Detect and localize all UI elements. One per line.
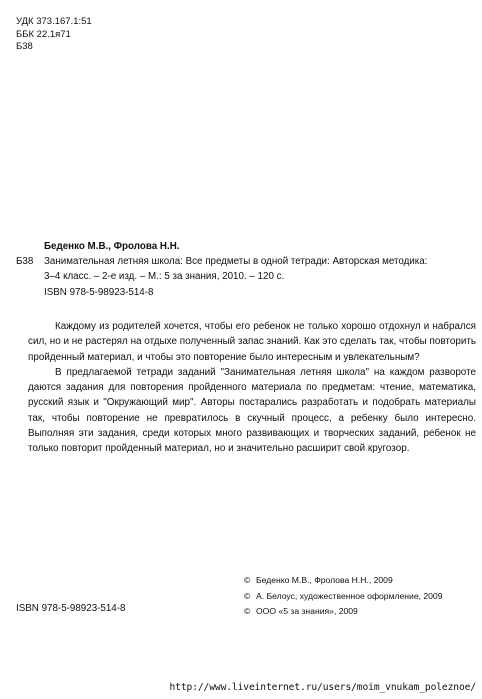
description-line: 3–4 класс. – 2-е изд. – М.: 5 за знания, 2010. – 120 с. [44,271,285,283]
watermark-url: http://www.liveinternet.ru/users/moim_vnukam_poleznoe/ [169,682,476,693]
footer-isbn: ISBN 978-5-98923-514-8 [16,603,126,614]
author-mark: Б38 [16,41,33,52]
copyright-icon: © [244,575,251,585]
copyright-line: © А. Белоус, художественное оформление, 2009 [244,589,443,605]
authors: Беденко М.В., Фролова Н.Н. [44,241,180,252]
annotation-paragraph: В предлагаемой тетради заданий "Занимательная летняя школа" на каждом развороте даются задания для повторения пройденного материала по предметам: чтение, математика, русский язык и "Окружающий мир". Авторы постарались разработать и подобрать материалы так, чтобы повторение не превратилось в скучный процесс, а ребенку было интересно. Выполняя эти задания, среди которых много развивающих и творческих заданий, ребенок не только повторит пройденный материал, но и значительно расширит свой кругозор. [28,366,476,455]
copyright-line: © Беденко М.В., Фролова Н.Н., 2009 [244,573,443,589]
classification-codes [16,16,92,54]
record-isbn: ISBN 978-5-98923-514-8 [44,286,154,298]
copyright-icon: © [244,606,251,616]
record-index: Б38 [16,256,34,268]
annotation-paragraph: Каждому из родителей хочется, чтобы его ребенок не только хорошо отдохнул и набрался сил, но и не растерял на отдыхе полученный запас знаний. Как это сделать так, чтобы повторить пройденный материал, и чтобы это повторение было интересным и увлекательным? [28,321,476,363]
copyright-block [244,573,443,620]
copyright-line: © ООО «5 за знания», 2009 [244,604,443,620]
bibliographic-record [16,239,478,300]
annotation [28,319,476,457]
bbk-code: ББК 22.1я71 [16,28,71,40]
description-line: Занимательная летняя школа: Все предметы в одной тетради: Авторская методика: [44,256,428,268]
udc-code: УДК 373.167.1:51 [16,16,92,27]
copyright-icon: © [244,590,251,601]
